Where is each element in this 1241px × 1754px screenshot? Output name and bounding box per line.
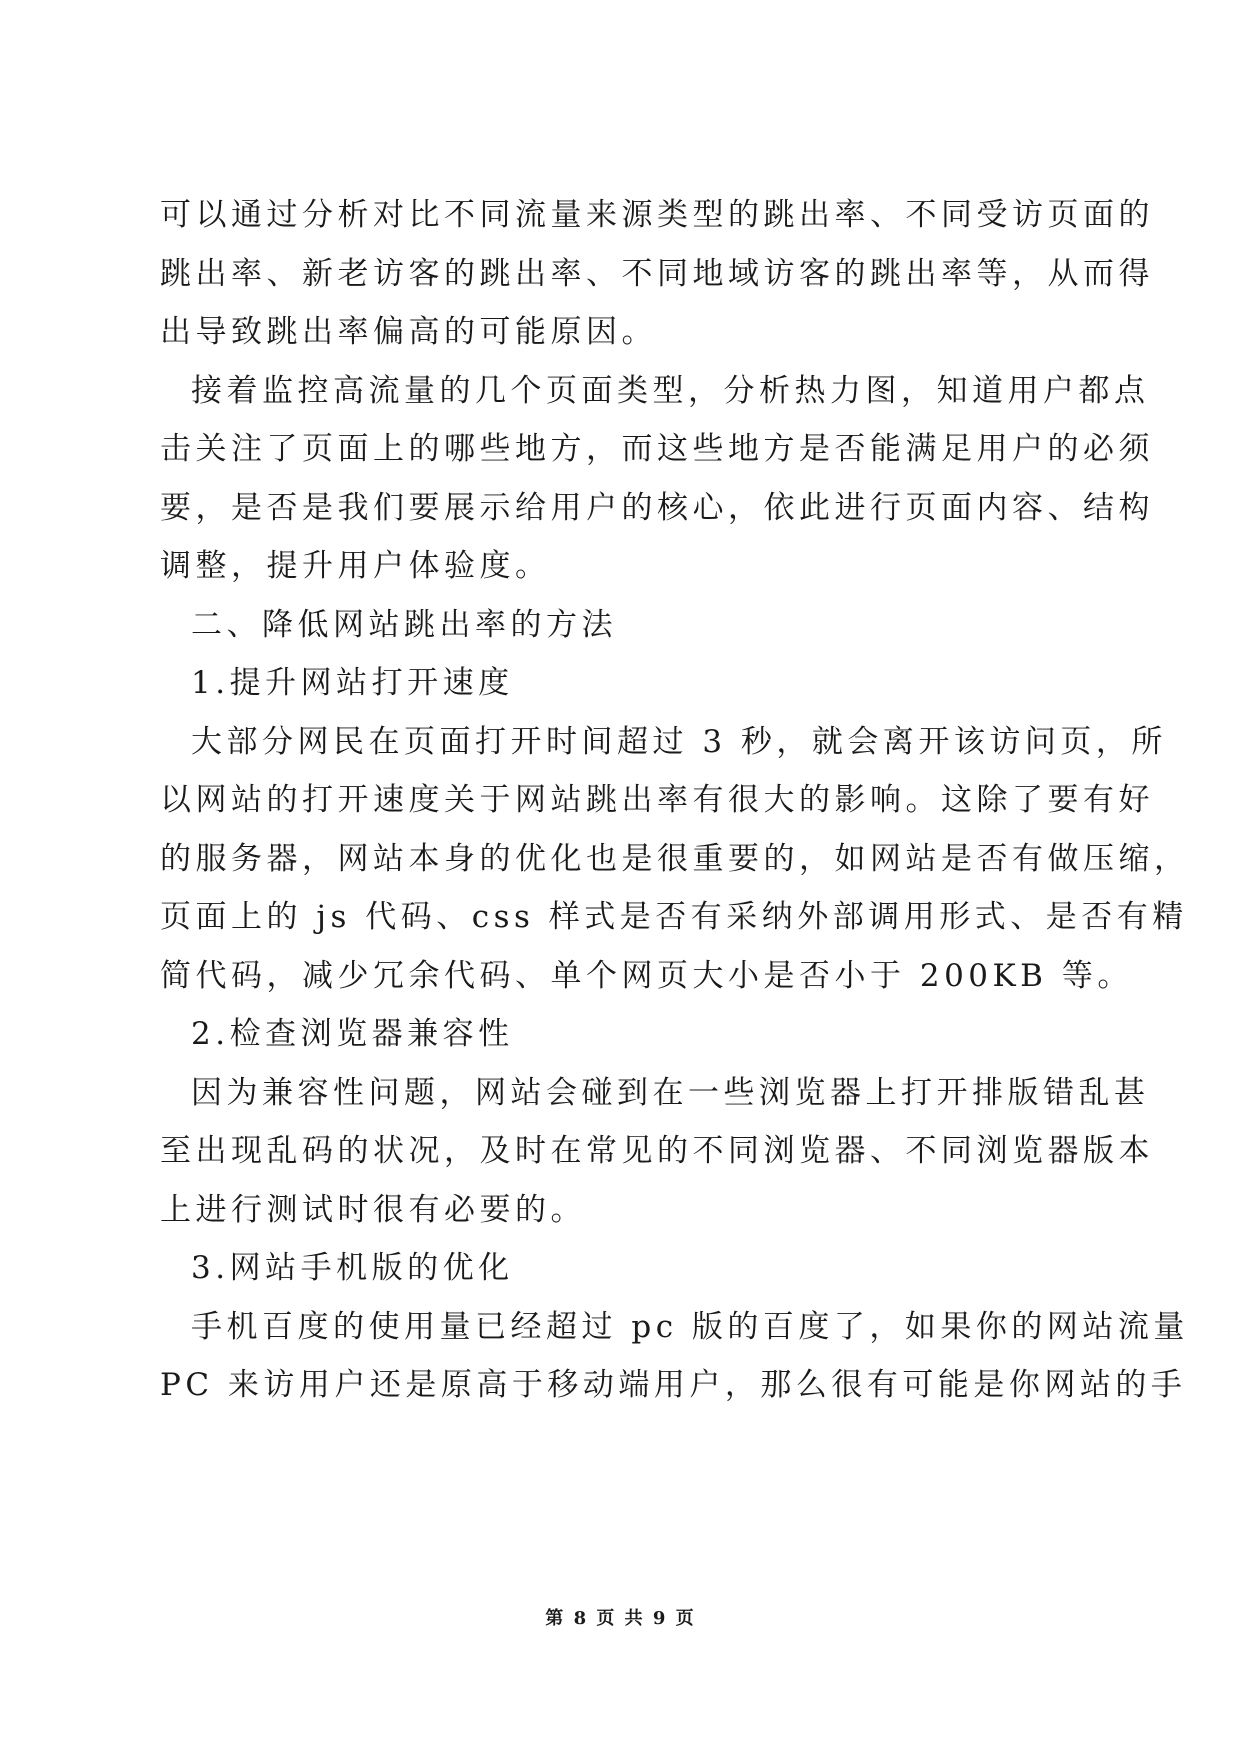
- text-line: 的服务器，网站本身的优化也是很重要的，如网站是否有做压缩，: [160, 840, 1190, 877]
- section-heading: [160, 596, 1080, 655]
- subsection-title: 3.网站手机版的优化: [191, 1250, 514, 1286]
- section-title: 二、降低网站跳出率的方法: [191, 606, 617, 643]
- subheading-3: [160, 1239, 1080, 1298]
- text-line: 因为兼容性问题，网站会碰到在一些浏览器上打开排版错乱甚: [191, 1074, 1150, 1111]
- text-line: 出导致跳出率偏高的可能原因。: [160, 314, 657, 350]
- text-line: 调整，提升用户体验度。: [160, 548, 551, 584]
- paragraph-mobile: [160, 1298, 1189, 1415]
- text-line: 以网站的打开速度关于网站跳出率有很大的影响。这除了要有好: [160, 782, 1154, 818]
- document-body: [160, 186, 1190, 1415]
- subheading-1: [160, 654, 1080, 713]
- text-line: 简代码，减少冗余代码、单个网页大小是否小于 200KB 等。: [160, 957, 1133, 994]
- text-line: PC 来访用户还是原高于移动端用户，那么很有可能是你网站的手: [160, 1367, 1187, 1403]
- text-line: 跳出率、新老访客的跳出率、不同地域访客的跳出率等，从而得: [160, 255, 1154, 292]
- text-line: 接着监控高流量的几个页面类型，分析热力图，知道用户都点: [191, 372, 1150, 409]
- text-line: 大部分网民在页面打开时间超过 3 秒，就会离开该访问页，所: [191, 723, 1167, 760]
- text-line: 至出现乱码的状况，及时在常见的不同浏览器、不同浏览器版本: [160, 1133, 1154, 1169]
- text-line: 击关注了页面上的哪些地方，而这些地方是否能满足用户的必须: [160, 431, 1154, 467]
- subsection-title: 2.检查浏览器兼容性: [191, 1016, 514, 1052]
- paragraph-bounce-analysis: [160, 186, 1154, 362]
- text-line: 页面上的 js 代码、css 样式是否有采纳外部调用形式、是否有精: [160, 899, 1188, 935]
- subheading-2: [160, 1005, 1080, 1064]
- subsection-title: 1.提升网站打开速度: [191, 665, 514, 701]
- page-number-footer: 第 8 页 共 9 页: [545, 1608, 696, 1629]
- text-line: 可以通过分析对比不同流量来源类型的跳出率、不同受访页面的: [160, 197, 1154, 233]
- paragraph-compatibility: [160, 1064, 1154, 1240]
- text-line: 要，是否是我们要展示给用户的核心，依此进行页面内容、结构: [160, 489, 1154, 526]
- paragraph-heatmap: [160, 362, 1154, 596]
- paragraph-speed: [160, 713, 1190, 1006]
- text-line: 手机百度的使用量已经超过 pc 版的百度了，如果你的网站流量: [191, 1308, 1189, 1345]
- text-line: 上进行测试时很有必要的。: [160, 1191, 586, 1228]
